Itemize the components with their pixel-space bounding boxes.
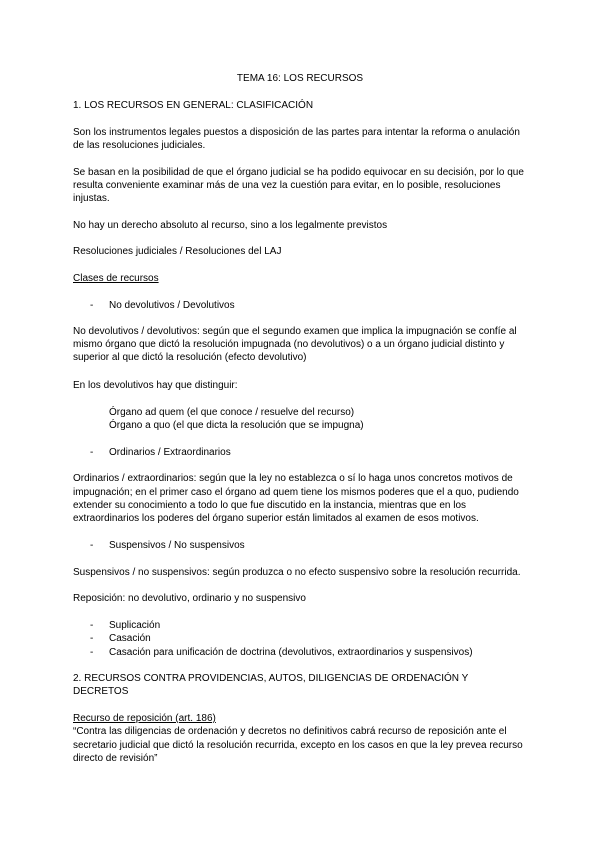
paragraph-line: En los devolutivos hay que distinguir: (73, 380, 238, 391)
bullet-dash: - (90, 633, 94, 644)
bullet-item: Casación para unificación de doctrina (devolutivos, extraordinarios y suspensivos) (109, 647, 473, 658)
quote-line: directo de revisión” (73, 753, 158, 764)
bullet-dash: - (90, 647, 94, 658)
document-title: TEMA 16: LOS RECURSOS (236, 73, 364, 84)
paragraph-line: No devolutivos / devolutivos: según que el segundo examen que implica la impugnación se confíe al (73, 326, 517, 337)
paragraph-line: impugnación; en el primer caso el órgano ad quem tiene los mismos poderes que el a quo, pudiendo (73, 487, 519, 498)
section2-heading: DECRETOS (73, 686, 129, 697)
section2-heading: 2. RECURSOS CONTRA PROVIDENCIAS, AUTOS, DILIGENCIAS DE ORDENACIÓN Y (73, 673, 469, 684)
paragraph-line: Ordinarios / extraordinarios: según que la ley no establezca o sí lo haga unos concretos motivos de (73, 473, 513, 484)
section1-heading: 1. LOS RECURSOS EN GENERAL: CLASIFICACIÓN (73, 100, 314, 111)
paragraph-line: resulta conveniente examinar más de una vez la cuestión para evitar, en lo posible, resoluciones (73, 180, 501, 191)
bullet-dash: - (90, 620, 94, 631)
paragraph-line: injustas. (73, 193, 110, 204)
bullet-item: Ordinarios / Extraordinarios (109, 447, 231, 458)
bullet-dash: - (90, 447, 94, 458)
paragraph-line: superior al que dictó la resolución (efecto devolutivo) (73, 352, 307, 363)
paragraph-line: Se basan en la posibilidad de que el órgano judicial se ha podido equivocar en su decisión, por lo que (73, 167, 524, 178)
paragraph-line: Resoluciones judiciales / Resoluciones del LAJ (73, 246, 282, 257)
reposicion-subheading: Recurso de reposición (art. 186) (73, 713, 216, 724)
paragraph-line: de las resoluciones judiciales. (73, 140, 206, 151)
quote-line: secretario judicial que dictó la resolución recurrida, excepto en los casos en que la ley prevea recurso (73, 740, 523, 751)
clases-heading: Clases de recursos (73, 273, 159, 284)
paragraph-line: No hay un derecho absoluto al recurso, sino a los legalmente previstos (73, 220, 388, 231)
paragraph-line: Suspensivos / no suspensivos: según produzca o no efecto suspensivo sobre la resolución recurrida. (73, 567, 521, 578)
paragraph-line: Reposición: no devolutivo, ordinario y no suspensivo (73, 593, 306, 604)
quote-line: “Contra las diligencias de ordenación y decretos no definitivos cabrá recurso de reposición ante el (73, 726, 507, 737)
bullet-dash: - (90, 540, 94, 551)
bullet-item: Casación (109, 633, 151, 644)
bullet-item: No devolutivos / Devolutivos (109, 300, 235, 311)
organo-item: Órgano a quo (el que dicta la resolución que se impugna) (109, 420, 364, 431)
paragraph-line: mismo órgano que dictó la resolución impugnada (no devolutivos) o a un órgano judicial distinto y (73, 339, 505, 350)
paragraph-line: extender su conocimiento a todo lo que fue discutido en la instancia, mientras que en los (73, 500, 467, 511)
paragraph-line: extraordinarios los poderes del órgano superior están limitados al examen de esos motivos. (73, 513, 479, 524)
bullet-item: Suspensivos / No suspensivos (109, 540, 245, 551)
organo-item: Órgano ad quem (el que conoce / resuelve del recurso) (109, 407, 355, 418)
paragraph-line: Son los instrumentos legales puestos a disposición de las partes para intentar la reforma o anulación (73, 127, 520, 138)
bullet-dash: - (90, 300, 94, 311)
bullet-item: Suplicación (109, 620, 161, 631)
